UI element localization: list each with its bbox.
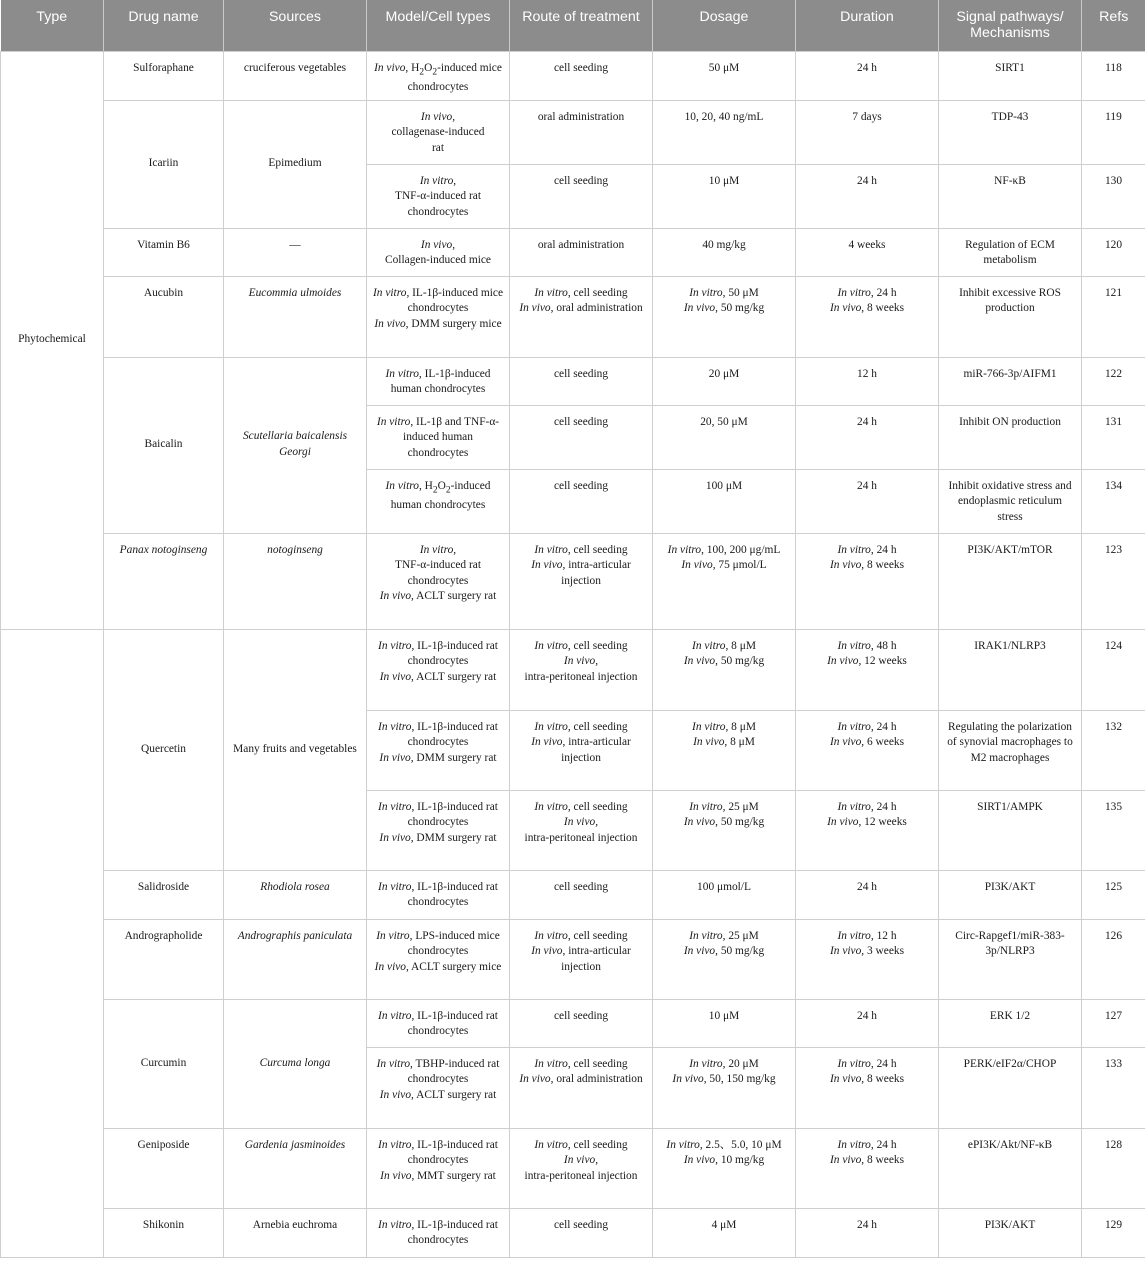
drug-source: notoginseng (224, 533, 367, 629)
table-row (1, 629, 1145, 710)
duration-cell: 24 h (796, 1208, 939, 1257)
table-row (1, 1128, 1145, 1208)
header-type: Type (1, 0, 104, 51)
type-cell: Phytochemical (1, 51, 104, 629)
duration-cell: In vitro, 24 h In vivo, 8 weeks (796, 1047, 939, 1128)
dosage-cell: In vitro, 8 μM In vivo, 8 μM (653, 710, 796, 790)
duration-cell: 4 weeks (796, 228, 939, 276)
header-pathways: Signal pathways/ Mechanisms (939, 0, 1082, 51)
header-drug-name: Drug name (104, 0, 224, 51)
model-cell: In vitro, IL-1β and TNF-α-induced human chondrocytes (367, 405, 510, 469)
duration-cell: In vitro, 48 h In vivo, 12 weeks (796, 629, 939, 710)
table-row (1, 276, 1145, 357)
table-row (1, 357, 1145, 405)
pathway-cell: Inhibit ON production (939, 405, 1082, 469)
duration-cell: In vitro, 24 h In vivo, 12 weeks (796, 790, 939, 870)
duration-cell: In vitro, 24 h In vivo, 8 weeks (796, 1128, 939, 1208)
model-cell: In vitro, IL-1β-induced rat chondrocytes (367, 870, 510, 919)
model-cell: In vitro, LPS-induced mice chondrocytes In vivo, ACLT surgery mice (367, 919, 510, 999)
route-cell: cell seeding (510, 357, 653, 405)
route-cell: In vitro, cell seeding In vivo, intra-articular injection (510, 533, 653, 629)
route-cell: In vitro, cell seeding In vivo, intra-peritoneal injection (510, 629, 653, 710)
drug-name: Quercetin (104, 629, 224, 870)
pathway-cell: Regulating the polarization of synovial macrophages to M2 macrophages (939, 710, 1082, 790)
model-cell: In vitro, TNF-α-induced rat chondrocytes In vivo, ACLT surgery rat (367, 533, 510, 629)
dosage-cell: 100 μM (653, 469, 796, 533)
ref-cell: 130 (1082, 164, 1145, 228)
model-cell: In vitro, IL-1β-induced rat chondrocytes In vivo, DMM surgery rat (367, 710, 510, 790)
pathway-cell: miR-766-3p/AIFM1 (939, 357, 1082, 405)
route-cell: cell seeding (510, 405, 653, 469)
ref-cell: 125 (1082, 870, 1145, 919)
pathway-cell: ePI3K/Akt/NF-κB (939, 1128, 1082, 1208)
pathway-cell: ERK 1/2 (939, 999, 1082, 1047)
table-row (1, 870, 1145, 919)
ref-cell: 120 (1082, 228, 1145, 276)
model-cell: In vivo, Collagen-induced mice (367, 228, 510, 276)
duration-cell: In vitro, 24 h In vivo, 6 weeks (796, 710, 939, 790)
route-cell: cell seeding (510, 870, 653, 919)
dosage-cell: In vitro, 100, 200 μg/mL In vivo, 75 μmol/L (653, 533, 796, 629)
model-cell: In vitro, IL-1β-induced rat chondrocytes (367, 1208, 510, 1257)
model-cell: In vitro, IL-1β-induced rat chondrocytes In vivo, MMT surgery rat (367, 1128, 510, 1208)
duration-cell: 24 h (796, 469, 939, 533)
drug-source: Andrographis paniculata (224, 919, 367, 999)
duration-cell: 24 h (796, 405, 939, 469)
duration-cell: In vitro, 24 h In vivo, 8 weeks (796, 533, 939, 629)
drug-source: Gardenia jasminoides (224, 1128, 367, 1208)
table-row (1, 533, 1145, 629)
drug-name: Panax notoginseng (104, 533, 224, 629)
pathway-cell: PI3K/AKT (939, 870, 1082, 919)
ref-cell: 131 (1082, 405, 1145, 469)
header-refs: Refs (1082, 0, 1145, 51)
duration-cell: In vitro, 24 h In vivo, 8 weeks (796, 276, 939, 357)
route-cell: cell seeding (510, 469, 653, 533)
drug-name: Sulforaphane (104, 51, 224, 100)
pathway-cell: Regulation of ECM metabolism (939, 228, 1082, 276)
dosage-cell: 50 μM (653, 51, 796, 100)
dosage-cell: 20 μM (653, 357, 796, 405)
pathway-cell: SIRT1/AMPK (939, 790, 1082, 870)
table-row (1, 100, 1145, 164)
route-cell: oral administration (510, 100, 653, 164)
header-dosage: Dosage (653, 0, 796, 51)
ref-cell: 119 (1082, 100, 1145, 164)
table-row (1, 999, 1145, 1047)
route-cell: In vitro, cell seeding In vivo, intra-articular injection (510, 710, 653, 790)
ref-cell: 129 (1082, 1208, 1145, 1257)
pathway-cell: SIRT1 (939, 51, 1082, 100)
ref-cell: 121 (1082, 276, 1145, 357)
route-cell: cell seeding (510, 164, 653, 228)
header-duration: Duration (796, 0, 939, 51)
ref-cell: 123 (1082, 533, 1145, 629)
route-cell: In vitro, cell seeding In vivo, intra-peritoneal injection (510, 1128, 653, 1208)
dosage-cell: 4 μM (653, 1208, 796, 1257)
pathway-cell: Inhibit excessive ROS production (939, 276, 1082, 357)
duration-cell: 24 h (796, 51, 939, 100)
drug-source: Arnebia euchroma (224, 1208, 367, 1257)
dosage-cell: 10 μM (653, 164, 796, 228)
header-route: Route of treatment (510, 0, 653, 51)
dosage-cell: In vitro, 25 μM In vivo, 50 mg/kg (653, 790, 796, 870)
drug-source: Eucommia ulmoides (224, 276, 367, 357)
model-cell: In vitro, TNF-α-induced rat chondrocytes (367, 164, 510, 228)
duration-cell: 12 h (796, 357, 939, 405)
drug-source: Epimedium (224, 100, 367, 228)
ref-cell: 133 (1082, 1047, 1145, 1128)
drug-name: Icariin (104, 100, 224, 228)
duration-cell: 24 h (796, 164, 939, 228)
dosage-cell: 20, 50 μM (653, 405, 796, 469)
model-cell: In vitro, IL-1β-induced rat chondrocytes In vivo, ACLT surgery rat (367, 629, 510, 710)
pathway-cell: PERK/eIF2α/CHOP (939, 1047, 1082, 1128)
route-cell: oral administration (510, 228, 653, 276)
header-model: Model/Cell types (367, 0, 510, 51)
duration-cell: 24 h (796, 999, 939, 1047)
drug-name: Aucubin (104, 276, 224, 357)
dosage-cell: In vitro, 20 μM In vivo, 50, 150 mg/kg (653, 1047, 796, 1128)
model-cell: In vivo, collagenase-induced rat (367, 100, 510, 164)
route-cell: cell seeding (510, 999, 653, 1047)
duration-cell: 24 h (796, 870, 939, 919)
drug-name: Andrographolide (104, 919, 224, 999)
ref-cell: 135 (1082, 790, 1145, 870)
drug-name: Baicalin (104, 357, 224, 533)
table-row (1, 1208, 1145, 1257)
route-cell: In vitro, cell seeding In vivo, intra-peritoneal injection (510, 790, 653, 870)
dosage-cell: In vitro, 2.5、5.0, 10 μM In vivo, 10 mg/kg (653, 1128, 796, 1208)
pathway-cell: NF-κB (939, 164, 1082, 228)
route-cell: In vitro, cell seeding In vivo, oral administration (510, 1047, 653, 1128)
model-cell: In vitro, IL-1β-induced human chondrocytes (367, 357, 510, 405)
drug-name: Salidroside (104, 870, 224, 919)
route-cell: In vitro, cell seeding In vivo, intra-articular injection (510, 919, 653, 999)
table-row (1, 228, 1145, 276)
route-cell: cell seeding (510, 51, 653, 100)
dosage-cell: 10 μM (653, 999, 796, 1047)
model-cell: In vitro, $H_2O_2$-induced human chondrocytes (367, 469, 510, 533)
drug-name: Vitamin B6 (104, 228, 224, 276)
ref-cell: 132 (1082, 710, 1145, 790)
ref-cell: 128 (1082, 1128, 1145, 1208)
pathway-cell: PI3K/AKT (939, 1208, 1082, 1257)
ref-cell: 122 (1082, 357, 1145, 405)
table-row (1, 919, 1145, 999)
ref-cell: 124 (1082, 629, 1145, 710)
header-row (1, 0, 1145, 51)
drug-source: Rhodiola rosea (224, 870, 367, 919)
dosage-cell: 40 mg/kg (653, 228, 796, 276)
model-cell: In vitro, IL-1β-induced mice chondrocytes In vivo, DMM surgery mice (367, 276, 510, 357)
drug-name: Curcumin (104, 999, 224, 1128)
dosage-cell: 10, 20, 40 ng/mL (653, 100, 796, 164)
route-cell: In vitro, cell seeding In vivo, oral administration (510, 276, 653, 357)
dosage-cell: In vitro, 25 μM In vivo, 50 mg/kg (653, 919, 796, 999)
drug-name: Geniposide (104, 1128, 224, 1208)
type-cell (1, 629, 104, 1257)
dosage-cell: In vitro, 8 μM In vivo, 50 mg/kg (653, 629, 796, 710)
model-cell: In vivo, $H_2O_2$-induced mice chondrocytes (367, 51, 510, 100)
pathway-cell: IRAK1/NLRP3 (939, 629, 1082, 710)
ref-cell: 118 (1082, 51, 1145, 100)
dosage-cell: 100 μmol/L (653, 870, 796, 919)
header-sources: Sources (224, 0, 367, 51)
model-cell: In vitro, IL-1β-induced rat chondrocytes (367, 999, 510, 1047)
ref-cell: 126 (1082, 919, 1145, 999)
duration-cell: In vitro, 12 h In vivo, 3 weeks (796, 919, 939, 999)
table-row (1, 51, 1145, 100)
drug-source: Many fruits and vegetables (224, 629, 367, 870)
drug-source: cruciferous vegetables (224, 51, 367, 100)
drug-source: Scutellaria baicalensis Georgi (224, 357, 367, 533)
drug-source: Curcuma longa (224, 999, 367, 1128)
route-cell: cell seeding (510, 1208, 653, 1257)
pathway-cell: TDP-43 (939, 100, 1082, 164)
duration-cell: 7 days (796, 100, 939, 164)
model-cell: In vitro, IL-1β-induced rat chondrocytes In vivo, DMM surgery rat (367, 790, 510, 870)
pathway-cell: PI3K/AKT/mTOR (939, 533, 1082, 629)
model-cell: In vitro, TBHP-induced rat chondrocytes In vivo, ACLT surgery rat (367, 1047, 510, 1128)
ref-cell: 127 (1082, 999, 1145, 1047)
drug-source: — (224, 228, 367, 276)
pathway-cell: Inhibit oxidative stress and endoplasmic reticulum stress (939, 469, 1082, 533)
ref-cell: 134 (1082, 469, 1145, 533)
pathway-cell: Circ-Rapgef1/miR-383-3p/NLRP3 (939, 919, 1082, 999)
dosage-cell: In vitro, 50 μM In vivo, 50 mg/kg (653, 276, 796, 357)
drug-name: Shikonin (104, 1208, 224, 1257)
